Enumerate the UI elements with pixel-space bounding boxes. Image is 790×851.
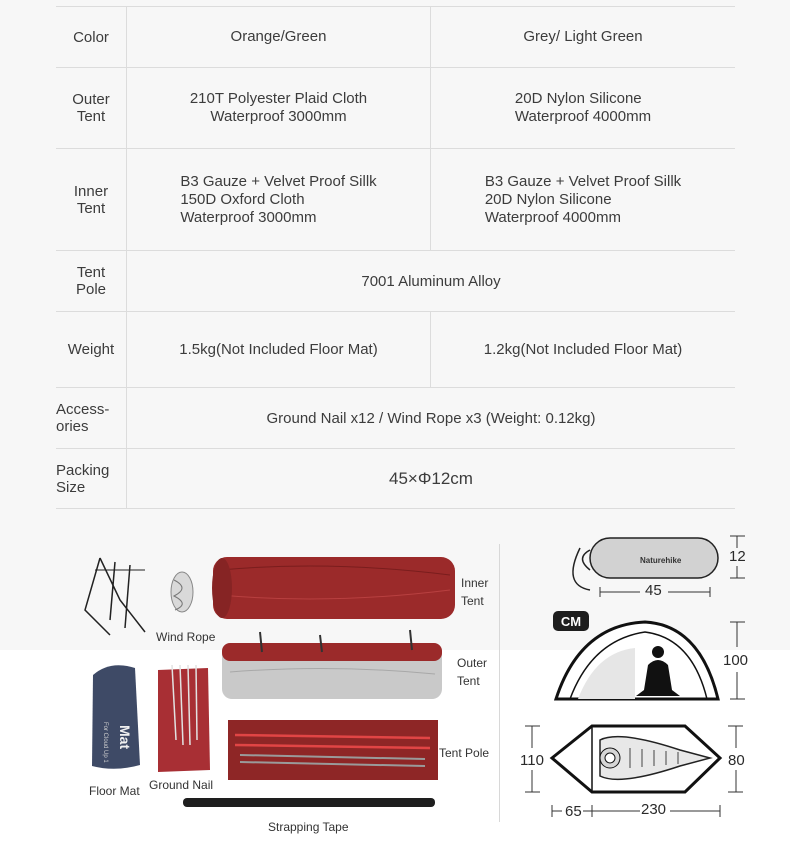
dim-bag-diameter: 12 (729, 548, 746, 565)
tent-top-drawing (552, 726, 720, 792)
row-accessories (56, 388, 735, 449)
cell-text: Ground Nail x12 / Wind Rope x3 (Weight: 0.12kg) (266, 409, 596, 427)
dimensions-diagram (500, 530, 790, 830)
label-line: Pole (75, 281, 107, 298)
outer-tent-image (222, 630, 442, 699)
label-line: Access- (56, 401, 110, 418)
label-color (56, 7, 127, 67)
label-tent-pole (56, 251, 127, 311)
label-strapping-tape: Strapping Tape (268, 820, 349, 834)
inner-tent-option-1 (127, 149, 431, 250)
cell-line: 20D Nylon Silicone (484, 190, 612, 208)
row-inner-tent (56, 149, 735, 251)
tent-pole-image (228, 720, 438, 780)
mat-subtext: For Cloud Up 1 (102, 722, 108, 763)
label-line: Tent (76, 108, 106, 125)
label-ground-nail: Ground Nail (149, 778, 214, 792)
strapping-tape-image (183, 798, 435, 807)
label-outer-tent (457, 654, 487, 690)
dim-tent-length: 230 (641, 801, 667, 818)
weight-option-2 (431, 312, 735, 387)
row-weight (56, 312, 735, 388)
ground-nail-image (158, 665, 210, 772)
label-line: Tent (76, 264, 106, 281)
outer-tent-option-1 (127, 68, 431, 148)
label-tent-pole: Tent Pole (439, 746, 490, 760)
rope-coil-image (171, 572, 193, 612)
mat-text: Mat (117, 725, 133, 750)
cell-line: 210T Polyester Plaid Cloth (189, 90, 368, 107)
row-packing-size (56, 449, 735, 509)
label-line: ories (56, 418, 89, 435)
cell-text: 1.2kg(Not Included Floor Mat) (483, 340, 683, 358)
wind-rope-image (85, 558, 145, 635)
inner-tent-option-2 (431, 149, 735, 250)
label-wind-rope: Wind Rope (156, 630, 216, 644)
label-line: Tent (76, 199, 106, 217)
label-text: Weight (67, 341, 115, 358)
cell-line: Waterproof 4000mm (484, 208, 621, 226)
parts-illustration (0, 540, 500, 851)
color-option-2 (431, 7, 735, 67)
cell-text: 7001 Aluminum Alloy (361, 272, 501, 290)
cell-line: B3 Gauze + Velvet Proof Sillk (180, 172, 377, 190)
color-option-1 (127, 7, 431, 67)
label-inner-tent (56, 149, 127, 250)
cell-text: 1.5kg(Not Included Floor Mat) (179, 340, 378, 358)
label-inner-tent (461, 574, 488, 610)
label-packing-size (56, 449, 127, 508)
cell-line: B3 Gauze + Velvet Proof Sillk (484, 172, 682, 190)
label-line: Outer (72, 91, 110, 108)
dim-foot-width: 80 (728, 752, 745, 769)
weight-option-1 (127, 312, 431, 387)
dim-bag-length: 45 (645, 582, 662, 599)
label-line: Size (56, 478, 86, 496)
tent-pole-value (127, 251, 735, 311)
outer-tent-option-2 (431, 68, 735, 148)
tent-side-drawing (556, 622, 718, 699)
label-line: Inner (73, 182, 109, 200)
cell-line: 150D Oxford Cloth (180, 190, 305, 208)
label-weight (56, 312, 127, 387)
cell-text: 45×Φ12cm (389, 468, 473, 488)
accessories-value (127, 388, 735, 448)
cell-line: Waterproof 3000mm (210, 108, 347, 125)
cell-line: Waterproof 4000mm (514, 108, 652, 125)
cell-line: 20D Nylon Silicone (514, 90, 642, 107)
row-tent-pole (56, 251, 735, 312)
dim-vestibule-length: 65 (565, 803, 582, 820)
unit-badge: CM (553, 611, 589, 631)
bag-logo: Naturehike (640, 556, 682, 565)
cell-line: Waterproof 3000mm (180, 208, 317, 226)
label-line: Packing (56, 461, 110, 479)
cell-text: Grey/ Light Green (523, 28, 643, 45)
row-color (56, 6, 735, 68)
spec-table (56, 6, 735, 509)
label-outer-tent (56, 68, 127, 148)
label-text: Color (73, 28, 109, 46)
label-line: Inner (461, 576, 489, 590)
dim-tent-height: 100 (723, 652, 749, 669)
floor-mat-image (92, 665, 140, 769)
label-accessories (56, 388, 127, 448)
row-outer-tent (56, 68, 735, 149)
label-line: Tent (457, 674, 480, 688)
cell-text: Orange/Green (230, 28, 327, 45)
label-line: Tent (461, 594, 484, 608)
packing-size-value (127, 449, 735, 508)
inner-tent-image (212, 557, 455, 619)
label-line: Outer (457, 656, 488, 670)
dim-head-width: 110 (520, 752, 544, 769)
label-floor-mat: Floor Mat (89, 784, 140, 798)
